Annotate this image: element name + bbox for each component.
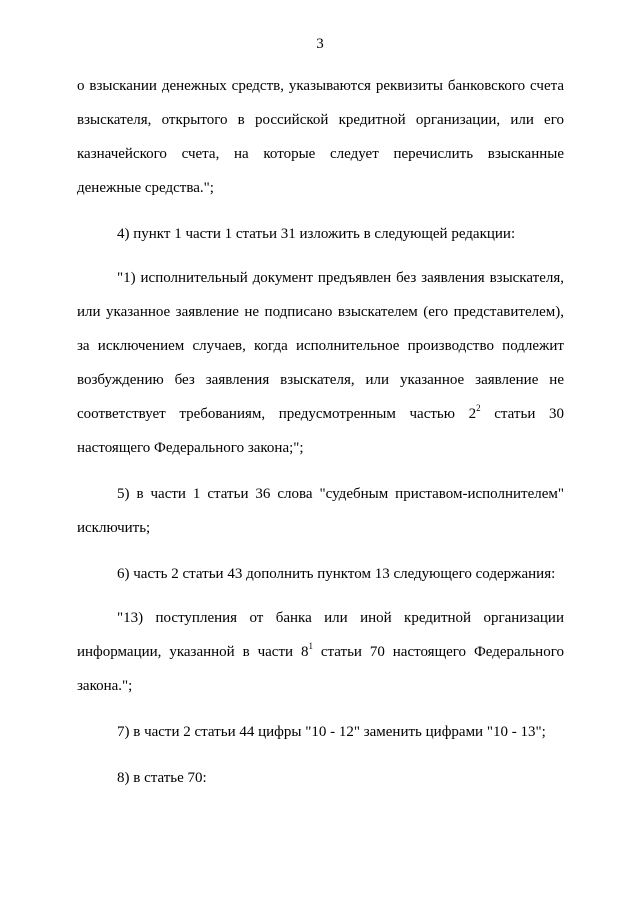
paragraph-item-8: 8) в статье 70:	[117, 770, 207, 786]
superscript: 1	[308, 641, 313, 651]
paragraph-quote-item-13	[77, 601, 564, 703]
paragraph-item-4: 4) пункт 1 части 1 статьи 31 изложить в следующей редакции:	[117, 226, 516, 242]
paragraph-item-7: 7) в части 2 статьи 44 цифры "10 - 12" заменить цифрами "10 - 13";	[117, 724, 546, 740]
page-number: 3	[316, 36, 324, 52]
superscript: 2	[476, 403, 481, 413]
quote-text-part-1: "1) исполнительный документ предъявлен без заявления взыскателя, или указанное заявление не подписано взыскателем (его представителем), за исключением случаев, когда исполнительное производство подлежит возбуждению без заявления взыскателя, или указанное заявление не соответствует требованиям, предусмотренным частью 2	[77, 270, 564, 422]
paragraph-quote-item-1	[77, 261, 564, 465]
paragraph-continuation: о взыскании денежных средств, указываются реквизиты банковского счета взыскателя, открытого в российской кредитной организации, или его казначейского счета, на которые следует перечислить взысканные денежные средства.";	[77, 78, 564, 196]
quote-text-part-2: статьи 30 настоящего Федерального закона;";	[77, 406, 564, 456]
quote-text-part-2: статьи 70 настоящего Федерального закона.";	[77, 644, 564, 694]
quote-text-part-1: "13) поступления от банка или иной кредитной организации информации, указанной в части 8	[77, 610, 564, 660]
paragraph-item-5: 5) в части 1 статьи 36 слова "судебным приставом-исполнителем" исключить;	[77, 486, 564, 536]
document-body	[77, 69, 564, 795]
paragraph-item-6: 6) часть 2 статьи 43 дополнить пунктом 13 следующего содержания:	[117, 566, 556, 582]
